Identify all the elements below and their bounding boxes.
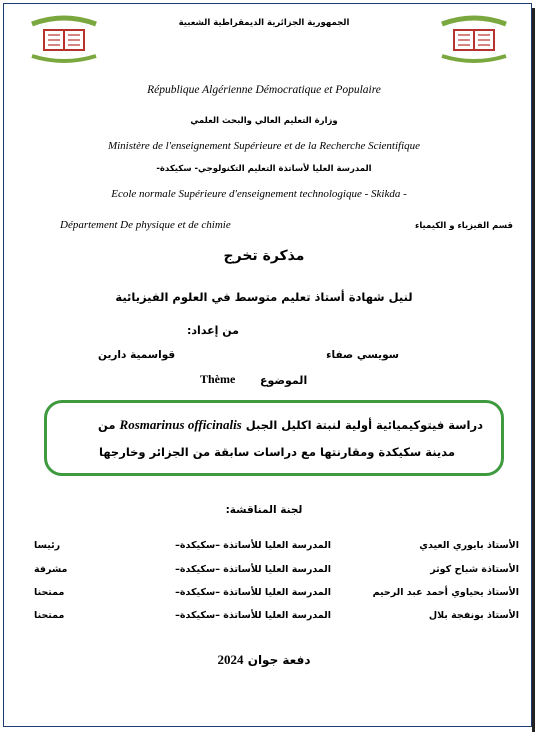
republic-french: République Algérienne Démocratique et Populaire xyxy=(147,84,381,96)
theme-label-french: Thème xyxy=(200,372,236,386)
jury-label: لجنة المناقشة: xyxy=(225,504,303,516)
jury-institution-1: المدرسة العليا للأساتذة –سكيكدة– xyxy=(175,540,331,551)
theme-label-arabic: الموضوع xyxy=(260,374,308,387)
jury-name-4: الأستاذ بونفجة بلال xyxy=(428,610,519,621)
jury-name-3: الأستاذ يحياوي أحمد عبد الرحيم xyxy=(372,587,519,598)
jury-name-2: الأستاذة شباح كوثر xyxy=(430,564,519,575)
theme-line-2: مدينة سكيكدة ومقارنتها مع دراسات سابقة من الجزائر وخارجها xyxy=(99,445,455,459)
theme-box xyxy=(44,400,504,476)
degree-subtitle: لنيل شهادة أستاذ تعليم متوسط في العلوم الفيزيائية xyxy=(115,290,413,304)
school-logo-right-icon xyxy=(438,10,510,66)
memoir-title: مذكرة تخرج xyxy=(223,248,305,264)
author-name-2: قواسمية دارين xyxy=(98,349,176,361)
jury-role-4: ممتحنا xyxy=(34,610,65,621)
department-french: Département De physique et de chimie xyxy=(60,219,231,231)
document-page xyxy=(3,3,532,727)
ministry-arabic: وزارة التعليم العالي والبحث العلمي xyxy=(190,116,338,126)
session-year: 2024 xyxy=(217,652,244,667)
theme-species-name: Rosmarinus officinalis xyxy=(119,417,242,432)
author-name-1: سويسي صفاء xyxy=(326,349,399,361)
graduation-session xyxy=(204,652,324,668)
jury-role-3: ممتحنا xyxy=(34,587,65,598)
jury-institution-4: المدرسة العليا للأساتذة –سكيكدة– xyxy=(175,610,331,621)
ministry-french: Ministère de l'enseignement Supérieure et de la Recherche Scientifique xyxy=(107,140,421,152)
session-label: دفعة جوان xyxy=(247,653,311,667)
theme-line-1-start: دراسة فيتوكيميائية أولية لنبتة اكليل الجبل xyxy=(245,418,483,432)
jury-name-1: الأستاذ بايوري العيدي xyxy=(419,540,519,551)
prepared-by-label: من إعداد: xyxy=(187,324,239,337)
theme-line-1 xyxy=(98,417,483,433)
school-arabic: المدرسة العليا لأساتذة التعليم التكنولوجي- سكيكدة- xyxy=(156,164,372,174)
jury-institution-3: المدرسة العليا للأساتذة –سكيكدة– xyxy=(175,587,331,598)
school-logo-left-icon xyxy=(28,10,100,66)
jury-role-2: مشرفة xyxy=(34,564,68,575)
school-french: Ecole normale Supérieure d'enseignement technologique - Skikda - xyxy=(111,188,407,200)
theme-line-1-end: من xyxy=(98,418,116,432)
jury-role-1: رئيسا xyxy=(34,540,61,551)
department-arabic: قسم الفيزياء و الكيمياء xyxy=(415,221,513,231)
republic-arabic: الجمهورية الجزائرية الديمقراطية الشعبية xyxy=(178,18,350,28)
jury-institution-2: المدرسة العليا للأساتذة –سكيكدة– xyxy=(175,564,331,575)
